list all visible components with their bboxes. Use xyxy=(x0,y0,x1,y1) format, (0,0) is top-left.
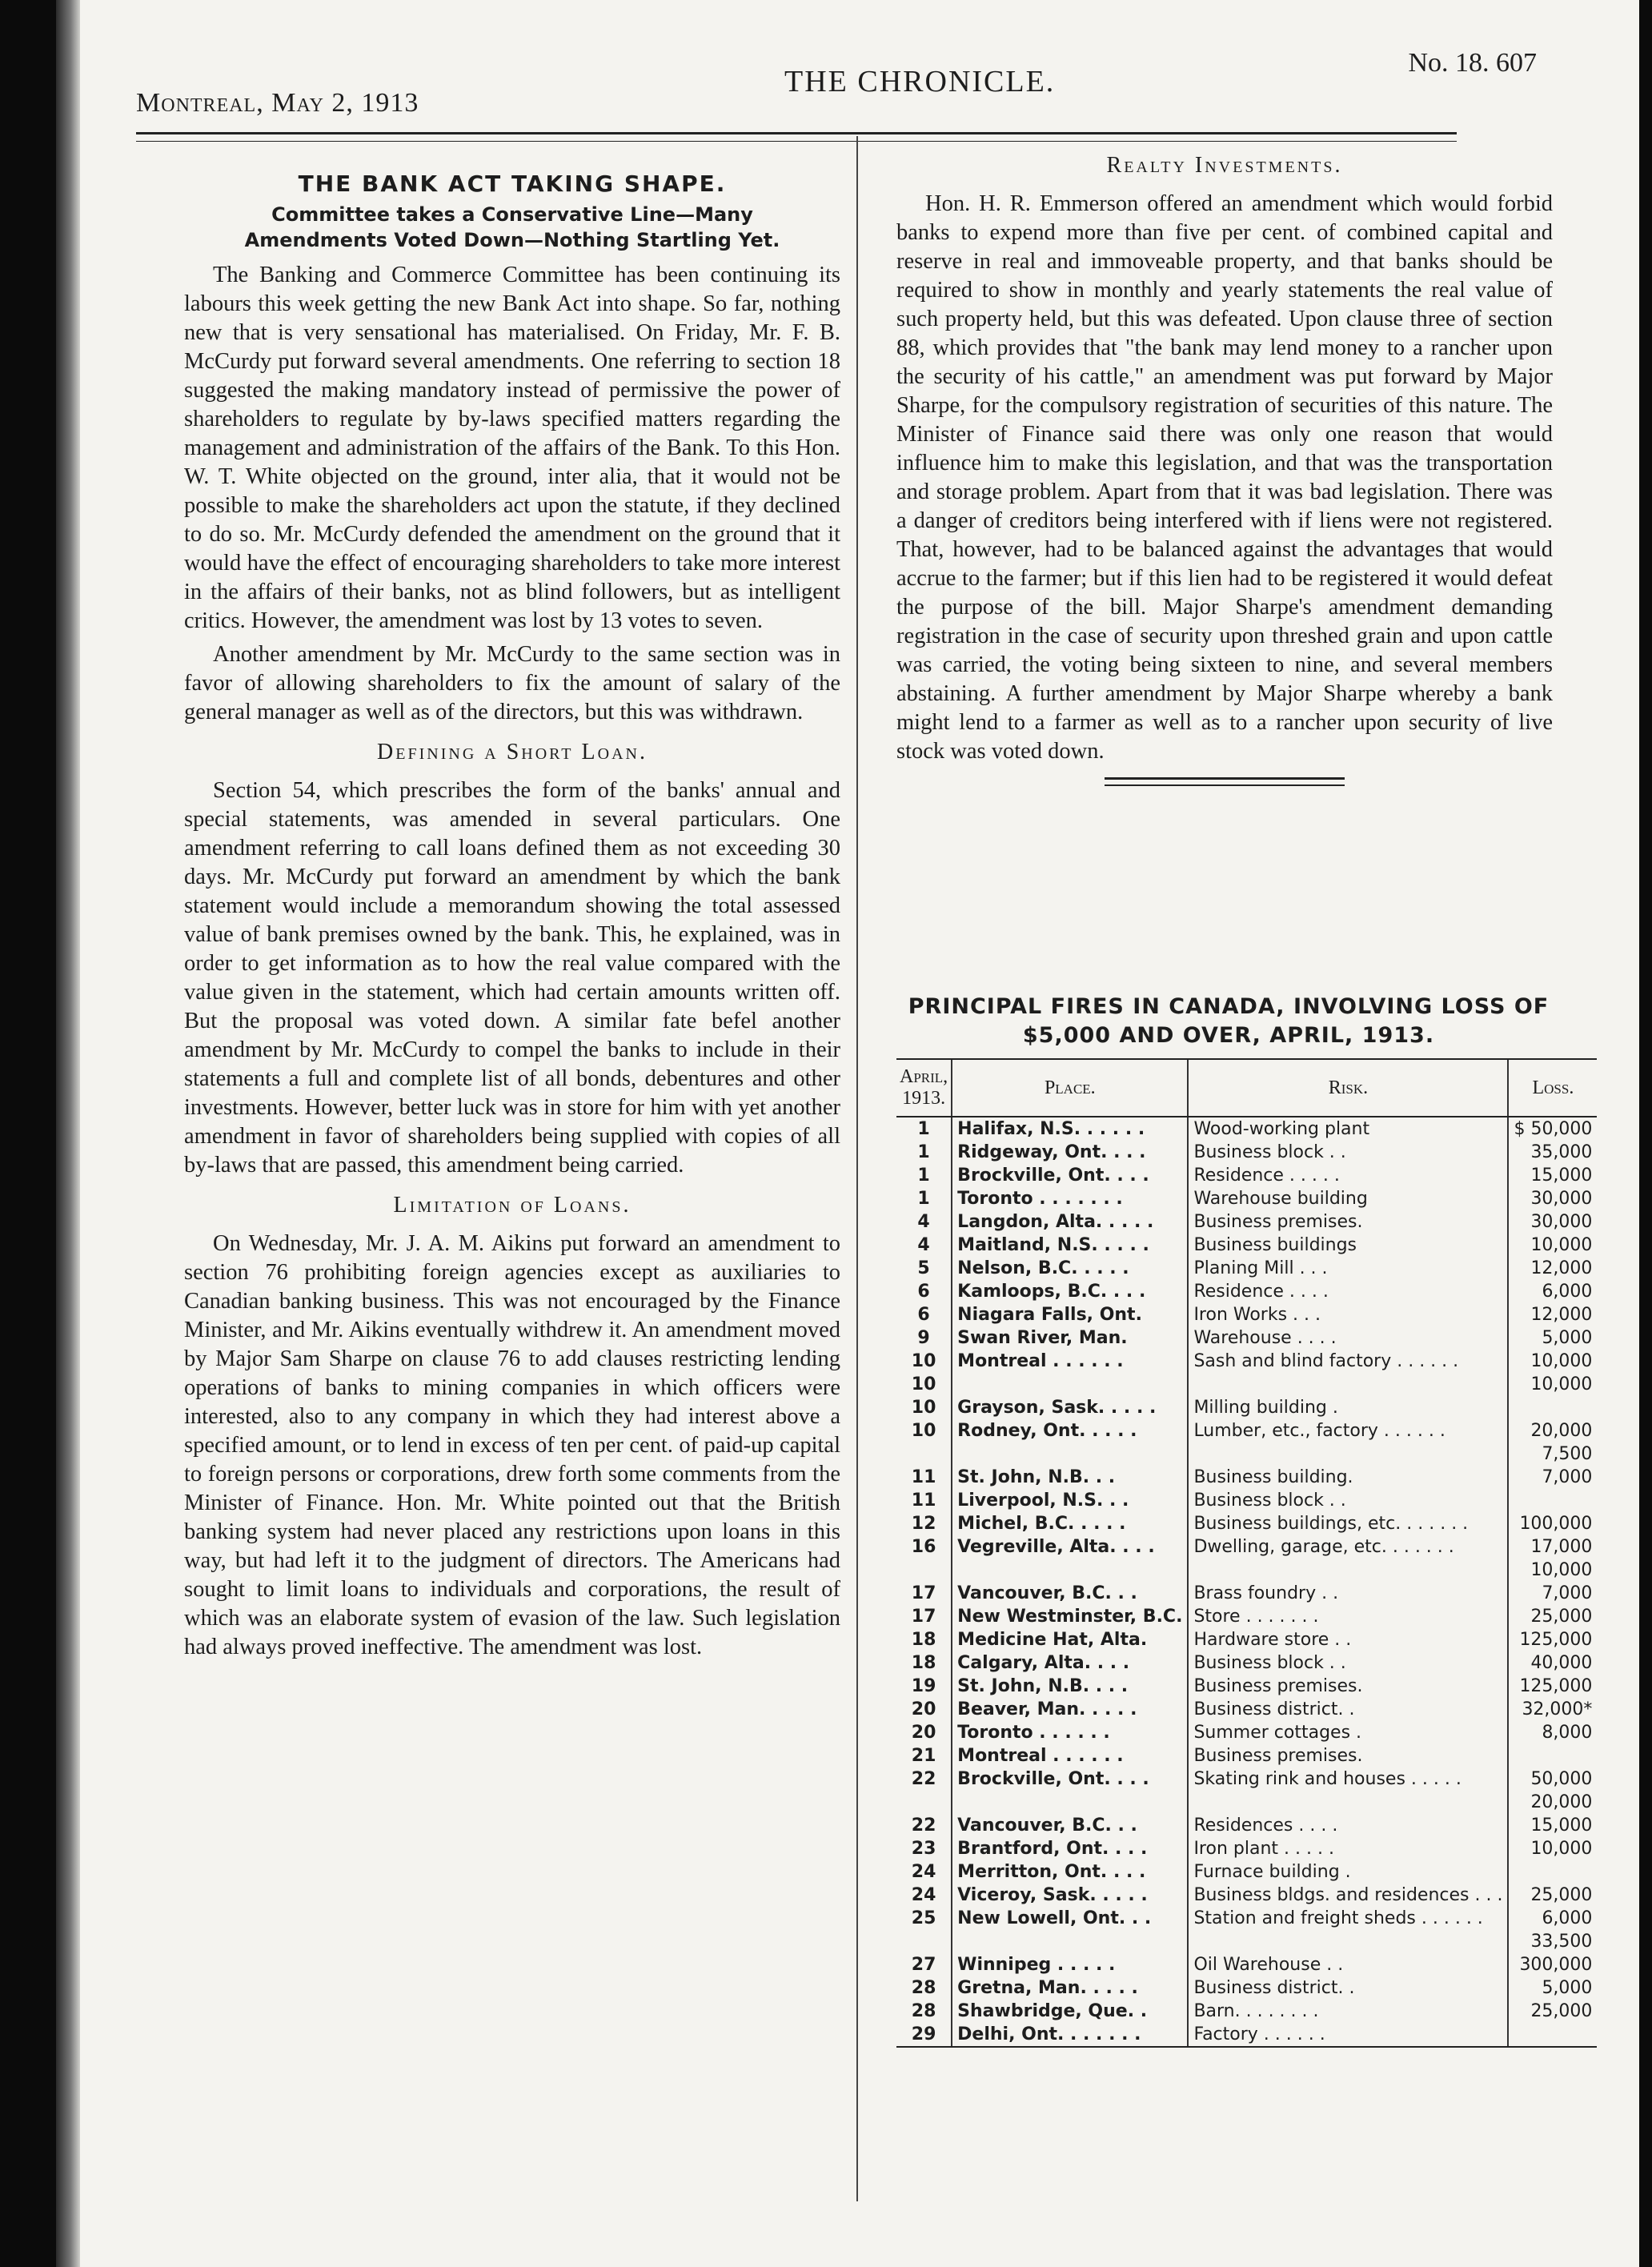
fire-place: Brockville, Ont. . . . xyxy=(952,1767,1188,1791)
fire-place: Langdon, Alta. . . . . xyxy=(952,1210,1188,1234)
table-row xyxy=(896,1396,1597,1419)
fire-date: 22 xyxy=(911,1816,936,1836)
table-row xyxy=(896,1257,1597,1280)
fire-risk: Station and freight sheds . . . . . . xyxy=(1188,1907,1508,1930)
fire-place: Swan River, Man. xyxy=(952,1326,1188,1350)
paragraph: Hon. H. R. Emmerson offered an amendment which would forbid banks to expend more than five per cent. of combined capital and reserve in real and immoveable property, and that banks should be required to show in monthly and yearly statements the real value of such property held, but this was defeated. Upon clause three of section 88, which provides that "the bank may lend money to a rancher upon the security of his cattle," an amendment was put forward by Major Sharpe, for the compulsory registration of securities of this nature. The Minister of Finance said there was only one reason that would influence him to make this legislation, and that was the transportation and storage problem. Apart from that it was bad legislation. There was a danger of creditors being interfered with if liens were not registered. That, however, had to be balanced against the advantages that would accrue to the farmer; but if this lien had to be registered it would defeat the purpose of the bill. Major Sharpe's amendment demanding registration in the case of security upon threshed grain and upon cattle was carried, the voting being sixteen to nine, and several members abstaining. A further amendment by Major Sharpe whereby a bank might lend to a farmer as well as to a rancher upon security of live stock was voted down. xyxy=(896,191,1553,764)
table-row xyxy=(896,1419,1597,1442)
fire-loss: 7,000 xyxy=(1508,1466,1597,1489)
fire-place: Vancouver, B.C. . . xyxy=(952,1814,1188,1837)
fire-date xyxy=(896,1442,952,1466)
fire-loss: 6,000 xyxy=(1508,1907,1597,1930)
fire-date: 17 xyxy=(911,1583,936,1603)
fire-loss: 50,000 xyxy=(1508,1767,1597,1791)
fire-place: Vegreville, Alta. . . . xyxy=(952,1535,1188,1559)
fire-risk: Sash and blind factory . . . . . . xyxy=(1188,1350,1508,1373)
fire-risk: Factory . . . . . . xyxy=(1188,2023,1508,2047)
fire-date: 10 xyxy=(911,1351,936,1371)
fire-place xyxy=(952,1442,1188,1466)
table-row xyxy=(896,1559,1597,1582)
column-header-date: April, 1913. xyxy=(896,1059,952,1117)
fire-loss: 12,000 xyxy=(1508,1257,1597,1280)
fire-loss: 7,500 xyxy=(1508,1442,1597,1466)
fire-date: 29 xyxy=(896,2023,952,2047)
fire-place: Winnipeg . . . . . xyxy=(952,1953,1188,1976)
fire-risk: Business district. . xyxy=(1188,1976,1508,2000)
table-row xyxy=(896,1512,1597,1535)
table-row xyxy=(896,1164,1597,1187)
fire-date: 28 xyxy=(911,2001,936,2021)
fire-loss: 15,000 xyxy=(1508,1164,1597,1187)
table-row xyxy=(896,1698,1597,1721)
fire-loss: $ 50,000 xyxy=(1508,1117,1597,1141)
table-row xyxy=(896,2000,1597,2023)
table-row xyxy=(896,1280,1597,1303)
fire-place xyxy=(952,1373,1188,1396)
fire-risk: Barn. . . . . . . . xyxy=(1188,2000,1508,2023)
fire-loss: 10,000 xyxy=(1508,1559,1597,1582)
fire-place: Medicine Hat, Alta. xyxy=(952,1628,1188,1651)
fire-loss: 30,000 xyxy=(1508,1187,1597,1210)
fire-place: New Westminster, B.C. xyxy=(952,1605,1188,1628)
dateline: Montreal, May 2, 1913 xyxy=(136,88,419,118)
table-row xyxy=(896,1350,1597,1373)
fires-table-title: PRINCIPAL FIRES IN CANADA, INVOLVING LOSS OF $5,000 AND OVER, APRIL, 1913. xyxy=(908,994,1550,1048)
fire-loss: 125,000 xyxy=(1508,1628,1597,1651)
section-heading: Limitation of Loans. xyxy=(393,1193,632,1218)
fire-date: 18 xyxy=(911,1653,936,1673)
fire-loss: 10,000 xyxy=(1508,1373,1597,1396)
table-row xyxy=(896,1744,1597,1767)
table-row xyxy=(896,1907,1597,1930)
fire-date: 12 xyxy=(911,1514,936,1534)
fire-risk: Business block . . xyxy=(1188,1651,1508,1675)
fire-risk xyxy=(1188,1373,1508,1396)
fire-loss xyxy=(1508,1489,1597,1512)
fire-risk: Hardware store . . xyxy=(1188,1628,1508,1651)
table-header-row xyxy=(896,1059,1597,1117)
section-heading: Defining a Short Loan. xyxy=(377,740,648,764)
fire-date: 1 xyxy=(917,1189,930,1209)
fire-loss: 12,000 xyxy=(1508,1303,1597,1326)
table-row xyxy=(896,1141,1597,1164)
fire-loss xyxy=(1508,1860,1597,1884)
table-row xyxy=(896,1814,1597,1837)
fire-loss: 20,000 xyxy=(1508,1419,1597,1442)
fire-loss: 35,000 xyxy=(1508,1141,1597,1164)
fire-date: 10 xyxy=(911,1421,936,1441)
fire-place: Merritton, Ont. . . . xyxy=(952,1860,1188,1884)
table-row xyxy=(896,1373,1597,1396)
fire-loss: 33,500 xyxy=(1508,1930,1597,1953)
fire-place xyxy=(952,1791,1188,1814)
fire-date: 1 xyxy=(917,1119,930,1139)
table-row xyxy=(896,1628,1597,1651)
fire-date: 4 xyxy=(917,1212,930,1232)
fire-place: St. John, N.B. . . . xyxy=(952,1675,1188,1698)
fire-risk: Brass foundry . . xyxy=(1188,1582,1508,1605)
fire-place: Halifax, N.S. . . . . . xyxy=(952,1117,1188,1141)
fire-place: Beaver, Man. . . . . xyxy=(952,1698,1188,1721)
fire-date: 6 xyxy=(917,1305,930,1325)
fire-date: 1 xyxy=(917,1142,930,1162)
fire-risk: Business district. . xyxy=(1188,1698,1508,1721)
fire-date: 18 xyxy=(911,1630,936,1650)
table-row xyxy=(896,1791,1597,1814)
fire-risk: Iron Works . . . xyxy=(1188,1303,1508,1326)
fire-risk: Business building. xyxy=(1188,1466,1508,1489)
fire-date: 16 xyxy=(911,1537,936,1557)
fire-place: Delhi, Ont. . . . . . . xyxy=(952,2023,1188,2047)
fire-loss: 10,000 xyxy=(1508,1234,1597,1257)
fire-risk xyxy=(1188,1442,1508,1466)
paragraph: Another amendment by Mr. McCurdy to the same section was in favor of allowing shareholders to fix the amount of salary of the general manager as well as of the directors, but this was withdrawn. xyxy=(184,642,840,724)
fires-table xyxy=(896,1058,1597,2048)
table-row xyxy=(896,1466,1597,1489)
fire-risk: Business buildings, etc. . . . . . . xyxy=(1188,1512,1508,1535)
table-row xyxy=(896,1582,1597,1605)
fire-place: New Lowell, Ont. . . xyxy=(952,1907,1188,1930)
table-row xyxy=(896,1303,1597,1326)
right-column xyxy=(896,140,1553,797)
fire-risk: Dwelling, garage, etc. . . . . . . xyxy=(1188,1535,1508,1559)
table-row xyxy=(896,1976,1597,2000)
fire-place: Kamloops, B.C. . . . xyxy=(952,1280,1188,1303)
fire-risk: Business buildings xyxy=(1188,1234,1508,1257)
fire-risk: Iron plant . . . . . xyxy=(1188,1837,1508,1860)
paragraph: On Wednesday, Mr. J. A. M. Aikins put forward an amendment to section 76 prohibiting foreign agencies except as auxiliaries to Canadian banking business. This was not encouraged by the Finance Minister, and Mr. Aikins eventually withdrew it. An amendment moved by Major Sam Sharpe on clause 76 to add clauses restricting lending operations of banks to mining companies in which officers were interested, also to any company in which they had interest above a specified amount, or to lend in excess of ten per cent. of paid-up capital to foreign persons or corporations, drew forth some comments from the Minister of Finance. Hon. Mr. White pointed out that the British banking system had never placed any restrictions upon loans in this way, but had left it to the judgment of directors. The Americans had sought to limit loans to individuals and corporations, the result of which was an elaborate system of evasion of the law. Such legislation had always proved ineffective. The amendment was lost. xyxy=(184,1231,840,1659)
fire-place: Vancouver, B.C. . . xyxy=(952,1582,1188,1605)
fire-place: Toronto . . . . . . xyxy=(952,1721,1188,1744)
fire-place: Brockville, Ont. . . . xyxy=(952,1164,1188,1187)
fire-date: 23 xyxy=(911,1839,936,1859)
fire-risk: Furnace building . xyxy=(1188,1860,1508,1884)
fire-date: 5 xyxy=(917,1258,930,1278)
fire-loss xyxy=(1508,2023,1597,2047)
fire-date: 28 xyxy=(911,1978,936,1998)
fire-place: Nelson, B.C. . . . . xyxy=(952,1257,1188,1280)
fire-place: Liverpool, N.S. . . xyxy=(952,1489,1188,1512)
page-header xyxy=(136,40,1537,128)
fire-risk: Business block . . xyxy=(1188,1141,1508,1164)
fire-place: Montreal . . . . . . xyxy=(952,1350,1188,1373)
table-row xyxy=(896,1651,1597,1675)
fire-loss: 40,000 xyxy=(1508,1651,1597,1675)
table-row xyxy=(896,1953,1597,1976)
fire-place: Maitland, N.S. . . . . xyxy=(952,1234,1188,1257)
fire-loss: 300,000 xyxy=(1508,1953,1597,1976)
table-row xyxy=(896,1860,1597,1884)
paragraph: The Banking and Commerce Committee has been continuing its labours this week getting the new Bank Act into shape. So far, nothing new that is very sensational has materialised. On Friday, Mr. F. B. McCurdy put forward several amendments. One referring to section 18 suggested the making mandatory instead of permissive the power of shareholders to regulate by by-laws specified matters regarding the management and administration of the affairs of the Bank. To this Hon. W. T. White objected on the ground, inter alia, that it would not be possible to make the shareholders act upon the statute, if they declined to do so. Mr. McCurdy defended the amendment on the ground that it would have the effect of encouraging shareholders to take more interest in the affairs of their banks, not as blind followers, but as intelligent critics. However, the amendment was lost by 13 votes to seven. xyxy=(184,263,840,633)
fire-date: 11 xyxy=(911,1491,936,1511)
table-row xyxy=(896,1234,1597,1257)
fire-place: Ridgeway, Ont. . . . xyxy=(952,1141,1188,1164)
table-row xyxy=(896,1721,1597,1744)
fire-loss: 15,000 xyxy=(1508,1814,1597,1837)
fire-place: Rodney, Ont. . . . . xyxy=(952,1419,1188,1442)
fire-risk: Business block . . xyxy=(1188,1489,1508,1512)
fire-loss: 125,000 xyxy=(1508,1675,1597,1698)
fire-place: Michel, B.C. . . . . xyxy=(952,1512,1188,1535)
paragraph: Section 54, which prescribes the form of the banks' annual and special statements, was amended in several particulars. One amendment referring to call loans defined them as not exceeding 30 days. Mr. McCurdy put forward an amendment by which the bank statement would include a memorandum showing the total assessed value of bank premises owned by the bank. This, he explained, was in order to get information as to how the real value compared with the value given in the statement, which had certain amounts written off. But the proposal was voted down. A similar fate befel another amendment by Mr. McCurdy to compel the banks to include in their statements a full and complete list of all bonds, debentures and other investments. However, better luck was in store for him with yet another amendment in favor of shareholders being supplied with copies of all by-laws that are passed, this amendment being carried. xyxy=(184,778,840,1178)
left-column xyxy=(184,160,840,1667)
fire-date: 25 xyxy=(911,1908,936,1928)
fire-loss: 6,000 xyxy=(1508,1280,1597,1303)
fire-loss: 5,000 xyxy=(1508,1976,1597,2000)
fire-place: Niagara Falls, Ont. xyxy=(952,1303,1188,1326)
table-row xyxy=(896,1210,1597,1234)
fire-loss: 30,000 xyxy=(1508,1210,1597,1234)
fire-risk: Warehouse building xyxy=(1188,1187,1508,1210)
fire-date: 20 xyxy=(911,1699,936,1719)
fire-date: 6 xyxy=(917,1282,930,1302)
fire-loss: 25,000 xyxy=(1508,2000,1597,2023)
fire-loss: 5,000 xyxy=(1508,1326,1597,1350)
fire-place: Calgary, Alta. . . . xyxy=(952,1651,1188,1675)
fires-table-block xyxy=(896,993,1593,2048)
table-row xyxy=(896,1605,1597,1628)
table-row xyxy=(896,1837,1597,1860)
fire-date: 24 xyxy=(911,1862,936,1882)
table-row xyxy=(896,2023,1597,2047)
fire-risk xyxy=(1188,1559,1508,1582)
fire-risk: Residence . . . . . xyxy=(1188,1164,1508,1187)
fire-risk: Residence . . . . xyxy=(1188,1280,1508,1303)
fire-date xyxy=(896,1930,952,1953)
table-row xyxy=(896,1187,1597,1210)
fire-risk: Store . . . . . . . xyxy=(1188,1605,1508,1628)
page-spine xyxy=(56,0,80,2267)
fire-loss: 10,000 xyxy=(1508,1350,1597,1373)
fire-risk: Skating rink and houses . . . . . xyxy=(1188,1767,1508,1791)
fires-table-body xyxy=(896,1117,1597,2047)
fire-place: Shawbridge, Que. . xyxy=(952,2000,1188,2023)
column-header-risk: Risk. xyxy=(1188,1059,1508,1117)
fire-loss: 8,000 xyxy=(1508,1721,1597,1744)
fire-risk: Residences . . . . xyxy=(1188,1814,1508,1837)
table-row xyxy=(896,1117,1597,1141)
article-headline: THE BANK ACT TAKING SHAPE. xyxy=(298,171,727,197)
fire-date: 22 xyxy=(911,1769,936,1789)
fire-risk xyxy=(1188,1930,1508,1953)
fire-date: 11 xyxy=(911,1467,936,1487)
fire-risk: Business bldgs. and residences . . . xyxy=(1188,1884,1508,1907)
table-row xyxy=(896,1535,1597,1559)
fire-date: 4 xyxy=(917,1235,930,1255)
table-row xyxy=(896,1767,1597,1791)
fire-date: 10 xyxy=(911,1398,936,1418)
fire-risk: Oil Warehouse . . xyxy=(1188,1953,1508,1976)
fire-place: Gretna, Man. . . . . xyxy=(952,1976,1188,2000)
fire-risk: Milling building . xyxy=(1188,1396,1508,1419)
fire-risk xyxy=(1188,1791,1508,1814)
fire-date: 27 xyxy=(911,1955,936,1975)
fire-date: 10 xyxy=(911,1374,936,1394)
fire-place: Brantford, Ont. . . . xyxy=(952,1837,1188,1860)
fire-place: Grayson, Sask. . . . . xyxy=(952,1396,1188,1419)
fire-date: 9 xyxy=(917,1328,930,1348)
issue-number: No. 18. 607 xyxy=(1408,48,1537,78)
fire-risk: Lumber, etc., factory . . . . . . xyxy=(1188,1419,1508,1442)
fire-date xyxy=(896,1791,952,1814)
fire-loss: 20,000 xyxy=(1508,1791,1597,1814)
article-subhead: Committee takes a Conservative Line—Many Amendments Voted Down—Nothing Startling Yet. xyxy=(244,203,780,251)
masthead: THE CHRONICLE. xyxy=(784,65,1056,98)
fire-risk: Wood-working plant xyxy=(1188,1117,1508,1141)
fire-date: 17 xyxy=(911,1607,936,1627)
table-row xyxy=(896,1489,1597,1512)
fire-place: St. John, N.B. . . xyxy=(952,1466,1188,1489)
section-divider xyxy=(1105,777,1345,786)
fire-date: 20 xyxy=(911,1723,936,1743)
fire-place: Toronto . . . . . . . xyxy=(952,1187,1188,1210)
fire-loss xyxy=(1508,1396,1597,1419)
column-header-place: Place. xyxy=(952,1059,1188,1117)
fire-risk: Planing Mill . . . xyxy=(1188,1257,1508,1280)
fire-loss: 7,000 xyxy=(1508,1582,1597,1605)
table-row xyxy=(896,1442,1597,1466)
fire-loss: 32,000* xyxy=(1508,1698,1597,1721)
table-row xyxy=(896,1930,1597,1953)
fire-date: 21 xyxy=(911,1746,936,1766)
fire-loss: 10,000 xyxy=(1508,1837,1597,1860)
fire-loss: 17,000 xyxy=(1508,1535,1597,1559)
fire-place: Viceroy, Sask. . . . . xyxy=(952,1884,1188,1907)
fire-date: 19 xyxy=(911,1676,936,1696)
column-rule xyxy=(856,136,858,2201)
fire-loss: 100,000 xyxy=(1508,1512,1597,1535)
fire-risk: Business premises. xyxy=(1188,1744,1508,1767)
table-row xyxy=(896,1675,1597,1698)
table-row xyxy=(896,1884,1597,1907)
fire-loss: 25,000 xyxy=(1508,1605,1597,1628)
column-header-loss: Loss. xyxy=(1508,1059,1597,1117)
fire-place xyxy=(952,1930,1188,1953)
fire-risk: Summer cottages . xyxy=(1188,1721,1508,1744)
fire-date xyxy=(896,1559,952,1582)
newspaper-page xyxy=(56,0,1639,2267)
section-heading: Realty Investments. xyxy=(1106,153,1343,178)
fire-loss xyxy=(1508,1744,1597,1767)
fire-loss: 25,000 xyxy=(1508,1884,1597,1907)
fire-date: 1 xyxy=(917,1166,930,1186)
fire-place xyxy=(952,1559,1188,1582)
fire-risk: Warehouse . . . . xyxy=(1188,1326,1508,1350)
fire-date: 24 xyxy=(911,1885,936,1905)
fire-place: Montreal . . . . . . xyxy=(952,1744,1188,1767)
table-row xyxy=(896,1326,1597,1350)
fire-risk: Business premises. xyxy=(1188,1210,1508,1234)
fire-risk: Business premises. xyxy=(1188,1675,1508,1698)
